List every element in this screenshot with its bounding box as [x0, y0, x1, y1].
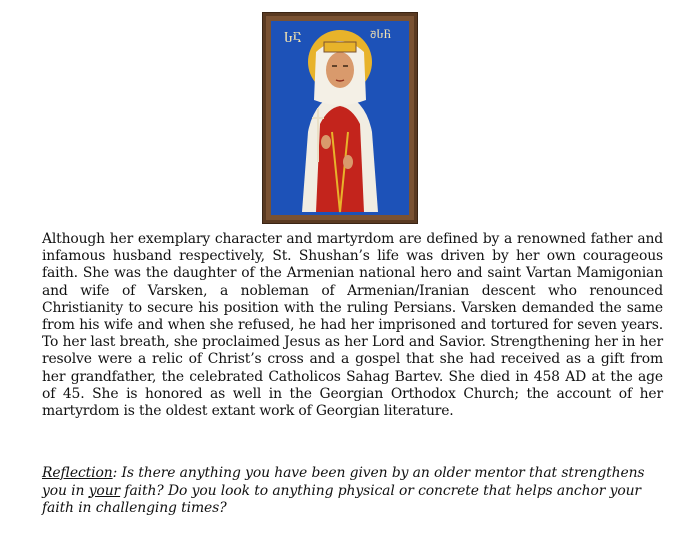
- icon-robe: [316, 106, 364, 212]
- icon-left-hand: [321, 135, 331, 149]
- icon-painting: [262, 12, 418, 224]
- saint-shushan-icon-image: [262, 12, 418, 224]
- reflection-paragraph: [42, 465, 663, 518]
- reflection-text-part-2: faith? Do you look to anything physical or concrete that helps anchor your faith in challenging times?: [42, 482, 641, 516]
- icon-inscription-right: ᲨႱႬ: [370, 30, 392, 41]
- article-body: Although her exemplary character and martyrdom are defined by a renowned father and infamous husband respectively, St. Shushan’s life was driven by her own courageous faith. She was the daughter of the Armenian national hero and saint Vartan Mamigonian and wife of Varsken, a nobleman of Armenian/Iranian descent who renounced Christianity to secure his position with the ruling Persians. Varsken demanded the same from his wife and when she refused, he had her imprisoned and tortured for seven years. To her last breath, she proclaimed Jesus as her Lord and Savior. Strengthening her in her resolve were a relic of Christ’s cross and a gospel that she had received as a gift from her grandfather, the celebrated Catholicos Sahag Bartev. She died in 458 AD at the age of 45. She is honored as well in the Georgian Orthodox Church; the account of her martyrdom is the oldest extant work of Georgian literature.: [42, 231, 663, 420]
- icon-inscription-left: ႱႠ: [284, 31, 302, 45]
- reflection-label: Reflection: [42, 465, 113, 481]
- reflection-colon: :: [112, 465, 118, 481]
- icon-face: [326, 52, 354, 88]
- reflection-emphasis: your: [88, 482, 121, 499]
- reflection-text-part-1: Is there anything you have been given by an older mentor that strengthens you in: [42, 465, 645, 499]
- icon-crown: [324, 42, 356, 52]
- icon-right-hand: [343, 155, 353, 169]
